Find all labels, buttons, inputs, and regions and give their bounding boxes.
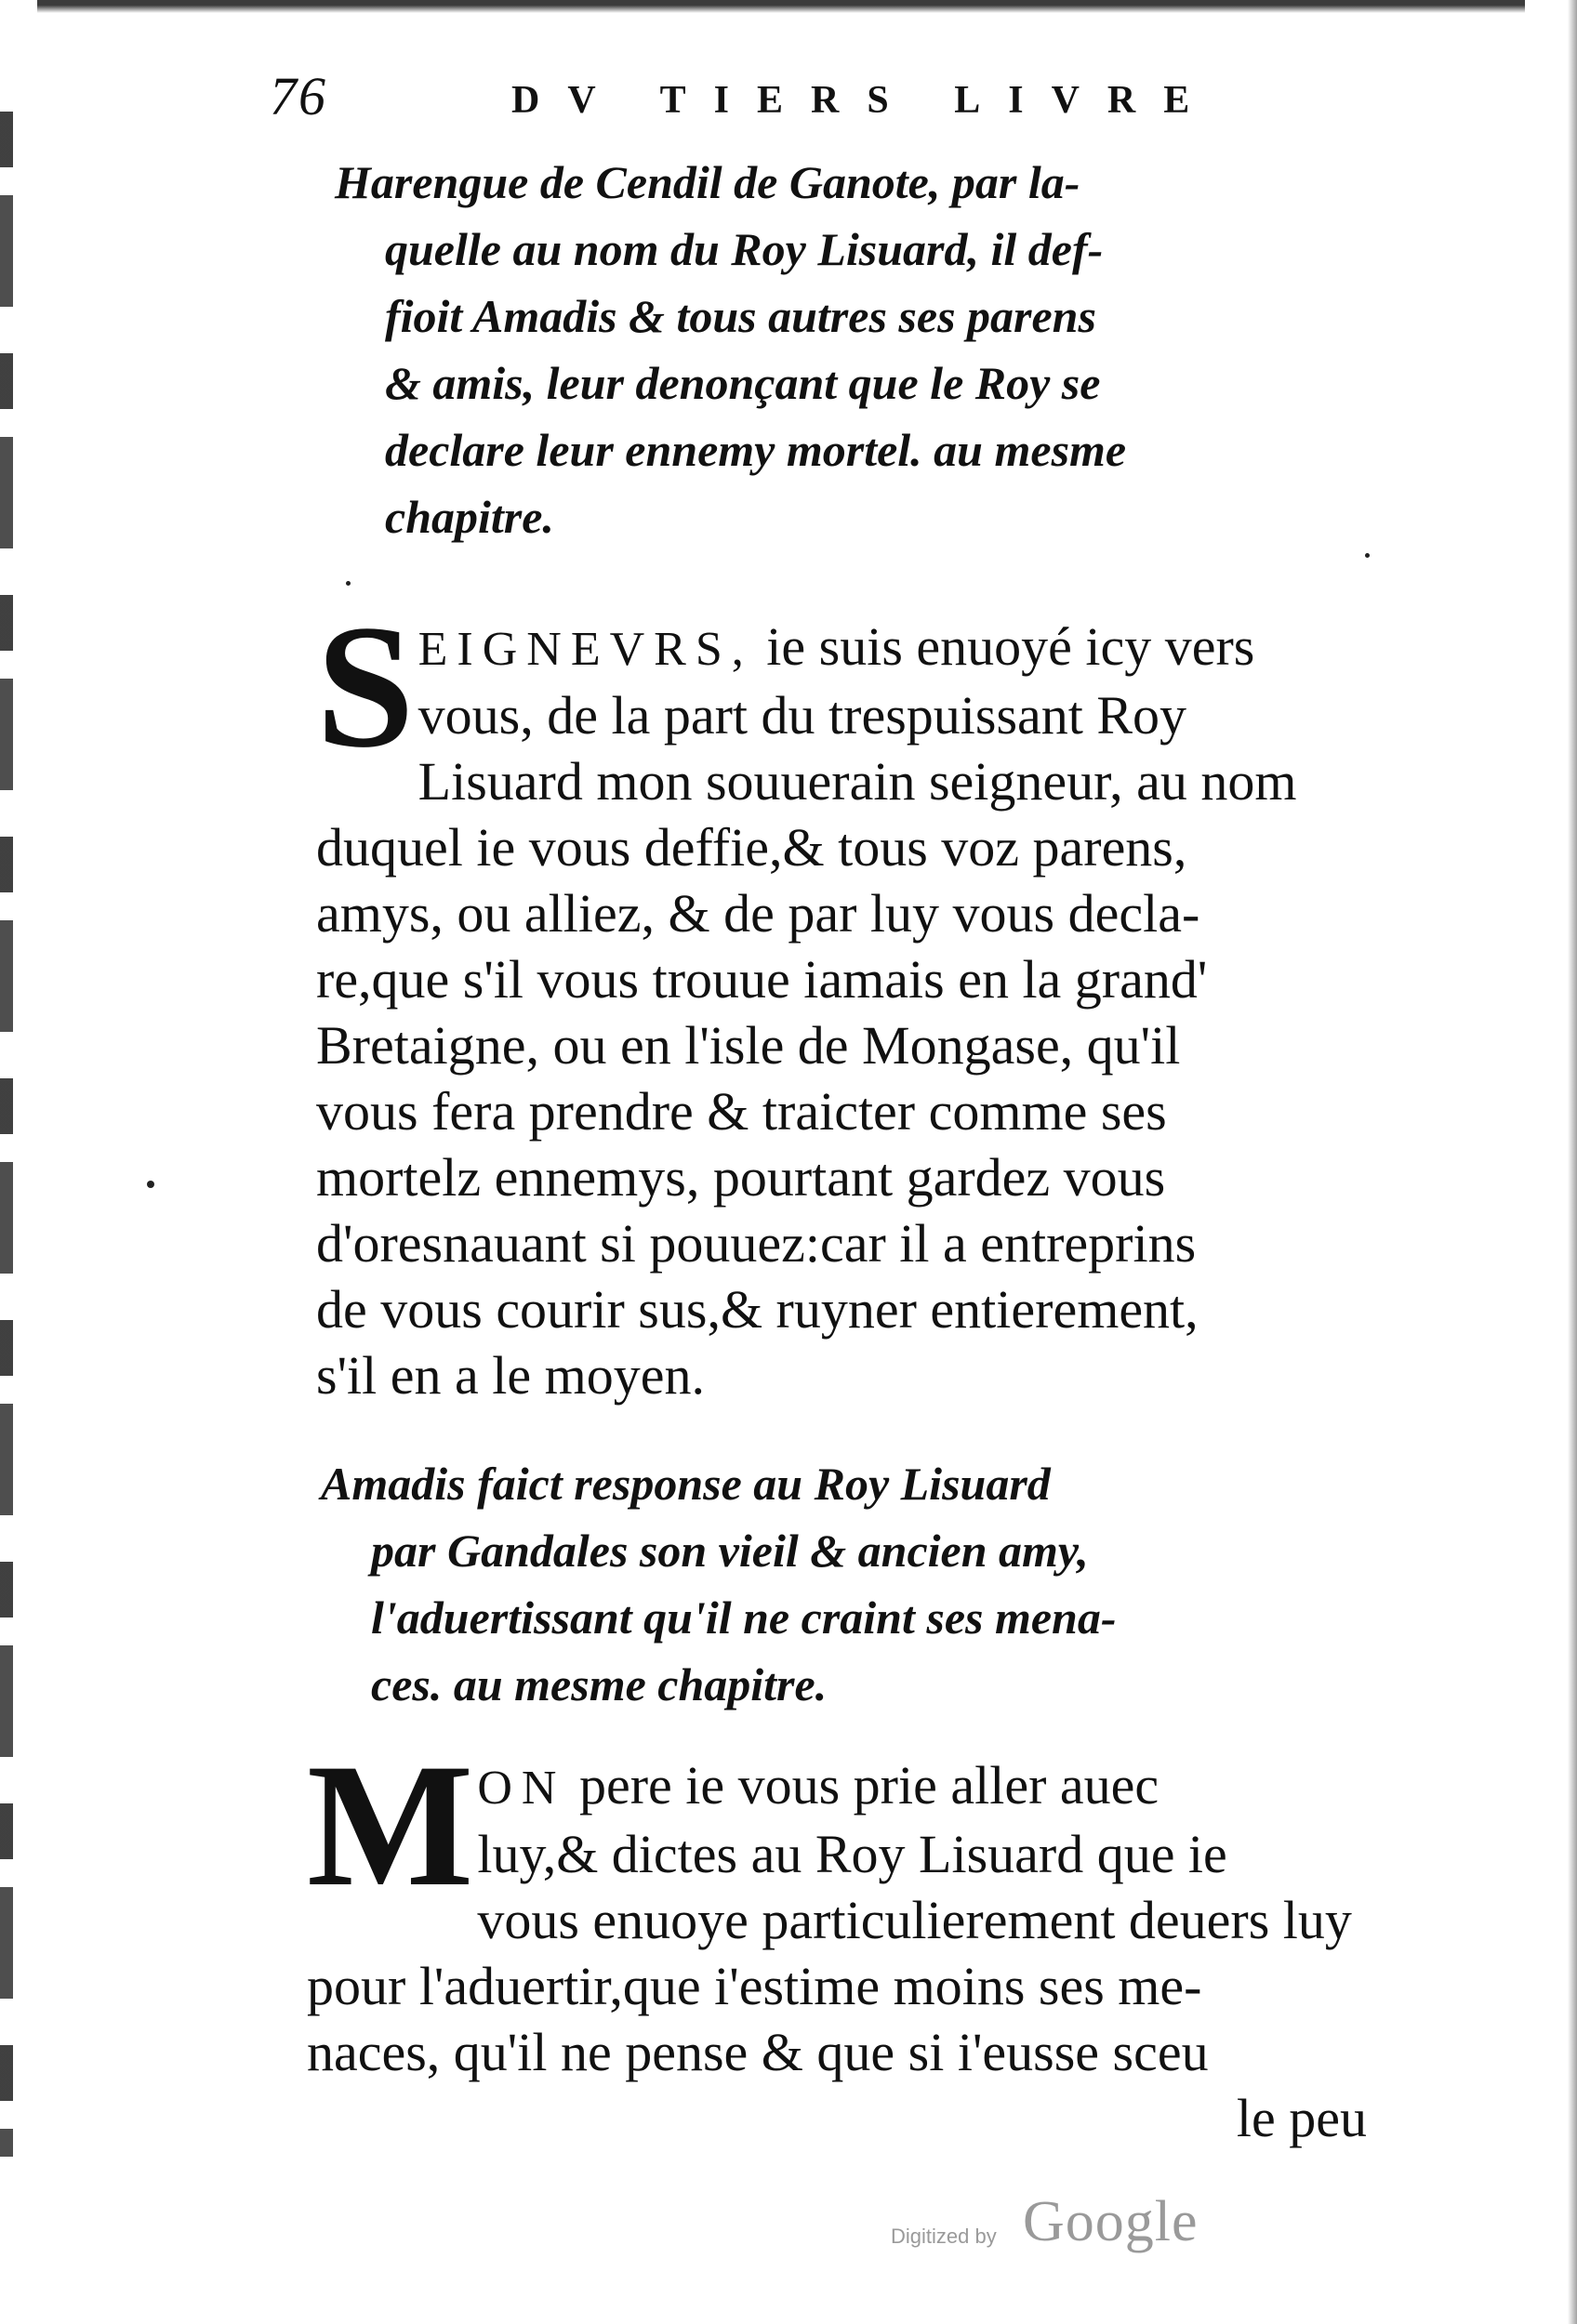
running-title: DV TIERS LIVRE xyxy=(511,79,1218,122)
google-logo: Google xyxy=(1023,2190,1199,2253)
speech-paragraph-2 xyxy=(307,1728,1385,2151)
rubric-line: chapitre. xyxy=(385,491,554,543)
paragraph-line: Lisuard mon souuerain seigneur, au nom xyxy=(417,751,1297,812)
paragraph-line: re,que s'il vous trouue iamais en la grand' xyxy=(316,949,1208,1010)
rubric-line: l'aduertissant qu'il ne craint ses mena- xyxy=(371,1591,1117,1644)
paragraph-line: vous enuoye particulierement deuers luy xyxy=(477,1890,1352,1950)
watermark-prefix: Digitized by xyxy=(891,2225,997,2248)
ink-speck xyxy=(346,581,351,586)
opening-word: ON xyxy=(477,1762,566,1815)
rubric-line: par Gandales son vieil & ancien amy, xyxy=(371,1525,1089,1577)
paragraph-line: naces, qu'il ne pense & que si i'eusse sceu xyxy=(307,2022,1209,2082)
speech-paragraph-1 xyxy=(316,589,1385,1408)
rubric-line: Amadis faict response au Roy Lisuard xyxy=(321,1458,1051,1510)
rubric-line: quelle au nom du Roy Lisuard, il def- xyxy=(385,223,1104,275)
paragraph-line: mortelz ennemys, pourtant gardez vous xyxy=(316,1147,1166,1208)
ink-speck xyxy=(1365,553,1370,558)
drop-capital: M xyxy=(307,1728,474,1923)
drop-capital: S xyxy=(316,589,415,785)
paragraph-line: ie suis enuoyé icy vers xyxy=(752,616,1255,677)
digitized-watermark xyxy=(891,2189,1226,2254)
page-number: 76 xyxy=(270,66,327,126)
paragraph-line: d'oresnauant si pouuez:car il a entreprins xyxy=(316,1213,1197,1274)
paragraph-line: pere ie vous prie aller auec xyxy=(565,1755,1160,1816)
scan-edge-top xyxy=(37,0,1525,13)
paragraph-line: duquel ie vous deffie,& tous voz parens, xyxy=(316,817,1187,878)
rubric-heading-1 xyxy=(335,149,1320,550)
rubric-line: fioit Amadis & tous autres ses parens xyxy=(385,290,1096,342)
paragraph-line: pour l'aduertir,que i'estime moins ses me- xyxy=(307,1956,1202,2016)
catchword: le peu xyxy=(1236,2088,1367,2148)
paragraph-line: luy,& dictes au Roy Lisuard que ie xyxy=(477,1824,1227,1884)
paragraph-line: vous fera prendre & traicter comme ses xyxy=(316,1081,1167,1142)
rubric-line: declare leur ennemy mortel. au mesme xyxy=(385,424,1127,476)
paragraph-line: amys, ou alliez, & de par luy vous decla- xyxy=(316,883,1200,944)
rubric-line: & amis, leur denonçant que le Roy se xyxy=(385,357,1101,409)
paragraph-line: s'il en a le moyen. xyxy=(316,1345,705,1406)
paragraph-line: Bretaigne, ou en l'isle de Mongase, qu'il xyxy=(316,1015,1181,1076)
paragraph-line: de vous courir sus,& ruyner entierement, xyxy=(316,1279,1199,1340)
rubric-heading-2 xyxy=(321,1450,1325,1718)
running-header xyxy=(270,65,1218,130)
ink-speck xyxy=(147,1181,154,1188)
scan-edge-right xyxy=(1568,0,1577,2324)
rubric-line: ces. au mesme chapitre. xyxy=(371,1658,828,1710)
scan-edge-left xyxy=(0,112,13,2157)
rubric-line: Harengue de Cendil de Ganote, par la- xyxy=(335,156,1080,208)
paragraph-line: vous, de la part du trespuissant Roy xyxy=(417,685,1187,746)
opening-word: EIGNEVRS, xyxy=(417,623,753,676)
